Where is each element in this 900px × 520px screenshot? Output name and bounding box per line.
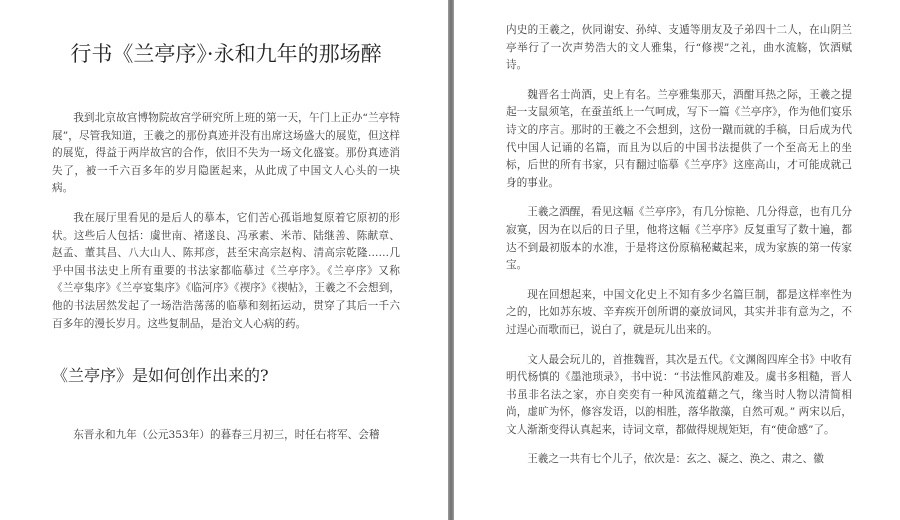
section-heading: 《兰亭序》是如何创作出来的? <box>52 366 269 386</box>
paragraph: 现在回想起来，中国文化史上不知有多少名篇巨制，都是这样率性为之的，比如苏东坡、辛弃疾开创所谓的豪放词风，其实并非有意为之，不过逞心而歌而已，说白了，就是玩儿出来的。 <box>506 288 852 336</box>
paragraph: 东晋永和九年（公元353年）的暮春三月初三，时任右将军、会稽 <box>73 429 380 442</box>
paragraph: 我到北京故宫博物院故宫学研究所上班的第一天，午门上正办“兰亭特展”，尽管我知道，王羲之的那份真迹并没有出席这场盛大的展览，但这样的展览，得益于两岸故宫的合作，依旧不失为一场文化盛宴。那份真迹消失了，被一千六百多年的岁月隐匿起来，从此成了中国文人心头的一块病。 <box>52 112 400 195</box>
left-page <box>0 0 448 520</box>
chapter-title: 行书《兰亭序》·永和九年的那场醉 <box>70 42 382 66</box>
right-page-content <box>506 22 852 481</box>
paragraph: 王羲之酒醒，看见这幅《兰亭序》，有几分惊艳、几分得意，也有几分寂寞，因为在以后的日子里，他将这幅《兰亭序》反复重写了数十遍，都达不到最初版本的水准，于是将这份原稿秘藏起来，成为家族的第一传家宝。 <box>506 206 852 272</box>
paragraph: 内史的王羲之，伙同谢安、孙绰、支遁等朋友及子弟四十二人，在山阴兰亭举行了一次声势浩大的文人雅集，行“修禊”之礼，曲水流觞，饮酒赋诗。 <box>506 24 852 72</box>
right-page <box>454 0 900 520</box>
left-page-content <box>52 40 400 457</box>
paragraph: 王羲之一共有七个儿子，依次是：玄之、凝之、涣之、肃之、徽 <box>527 453 824 466</box>
paragraph: 魏晋名士尚酒，史上有名。兰亭雅集那天，酒酣耳热之际，王羲之提起一支鼠须笔，在蚕茧纸上一气呵成，写下一篇《兰亭序》，作为他们宴乐诗文的序言。那时的王羲之不会想到，这份一蹴而就的手稿，日后成为代代中国人记诵的名篇，而且为以后的中国书法提供了一个至高无上的坐标，后世的所有书家，只有翻过临摹《兰亭序》这座高山，才可能成就己身的事业。 <box>506 88 852 189</box>
paragraph: 文人最会玩儿的，首推魏晋，其次是五代。《文渊阁四库全书》中收有明代杨慎的《墨池琐录》，书中说：“书法惟风韵难及。虞书多粗糙，晋人书虽非名法之家，亦自奕奕有一种风流蕴藉之气，缘当时人物以清简相尚，虚旷为怀，修容发语，以韵相胜，落华散藻，自然可观。” 两宋以后，文人渐渐变得认真起来，诗词文章，都做得规规矩矩，有“使命感”了。 <box>506 353 852 436</box>
paragraph: 我在展厅里看见的是后人的摹本，它们苦心孤诣地复原着它原初的形状。这些后人包括：虞世南、褚遂良、冯承素、米芾、陆继善、陈献章、赵孟、董其昌、八大山人、陈邦彦，甚至宋高宗赵构、清高宗乾隆……几乎中国书法史上所有重要的书法家都临摹过《兰亭序》。《兰亭序》又称《兰亭集序》《兰亭宴集序》《临河序》《禊序》《禊帖》，王羲之不会想到，他的书法居然发起了一场浩浩荡荡的临摹和刻拓运动，贯穿了其后一千六百多年的漫长岁月。这些复制品，是治文人心病的药。 <box>52 211 400 330</box>
